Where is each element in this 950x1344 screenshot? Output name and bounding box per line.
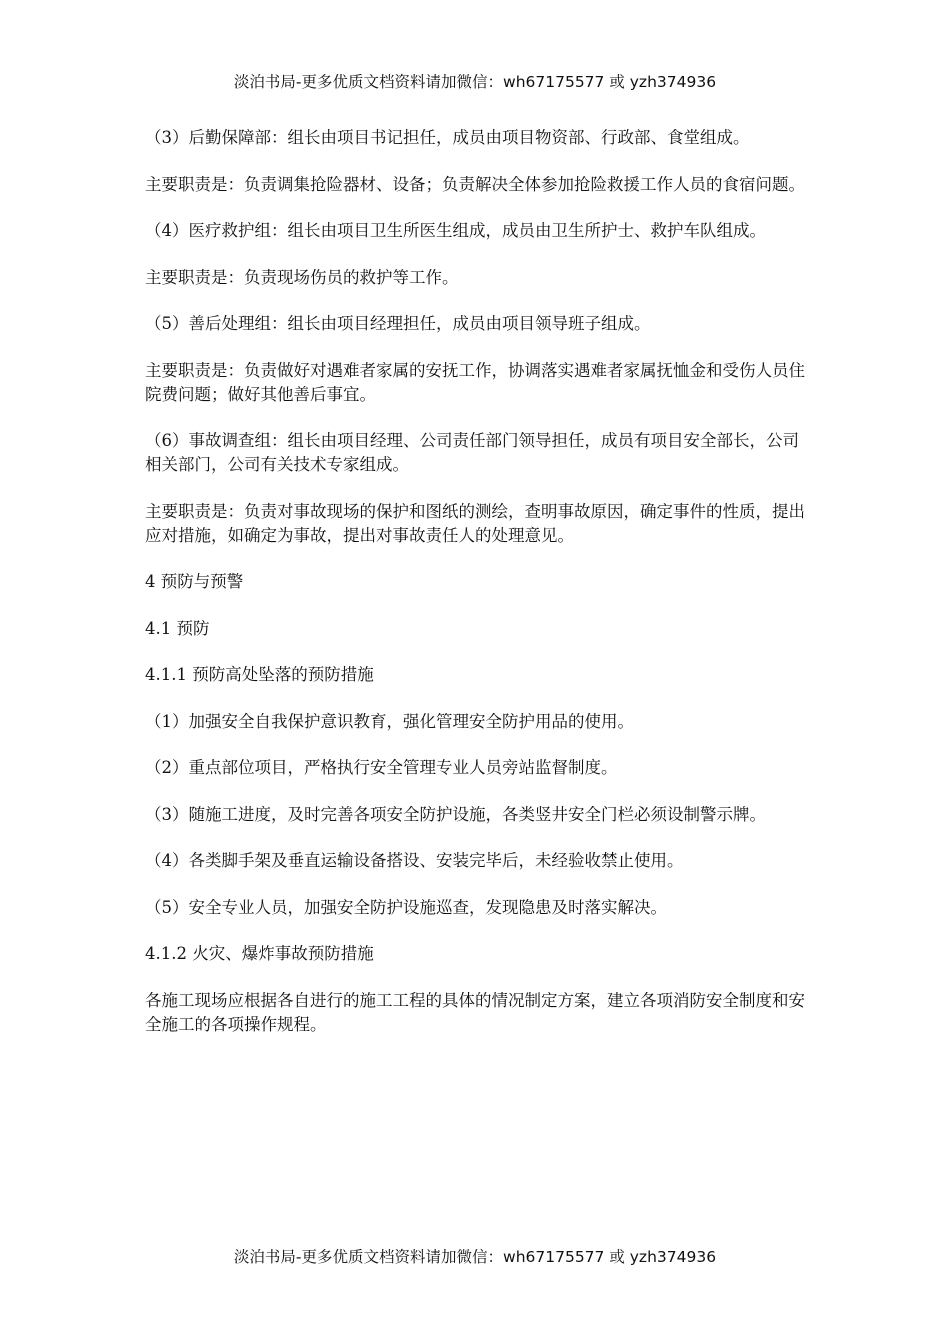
list-item-fall-2: （2）重点部位项目，严格执行安全管理专业人员旁站监督制度。 bbox=[145, 758, 618, 777]
paragraph-aftermath-duties: 主要职责是：负责做好对遇难者家属的安抚工作，协调落实遇难者家属抚恤金和受伤人员住院费问题；做好其他善后事宜。 bbox=[145, 360, 805, 404]
list-item-fall-3: （3）随施工进度，及时完善各项安全防护设施，各类竖井安全门栏必须设制警示牌。 bbox=[145, 804, 766, 824]
paragraph-medical-rescue: （4）医疗救护组：组长由项目卫生所医生组成，成员由卫生所护士、救护车队组成。 bbox=[145, 221, 766, 240]
paragraph-medical-duties: 主要职责是：负责现场伤员的救护等工作。 bbox=[145, 267, 459, 287]
paragraph-investigation-duties: 主要职责是：负责对事故现场的保护和图纸的测绘，查明事故原因，确定事件的性质，提出应对措施，如确定为事故，提出对事故责任人的处理意见。 bbox=[145, 501, 805, 545]
section-heading-4-1-2: 4.1.2 火灾、爆炸事故预防措施 bbox=[145, 944, 374, 963]
paragraph-fire-prevention: 各施工现场应根据各自进行的施工工程的具体的情况制定方案，建立各项消防安全制度和安全施工的各项操作规程。 bbox=[145, 990, 805, 1034]
section-heading-4: 4 预防与预警 bbox=[145, 572, 244, 591]
paragraph-logistics-duties: 主要职责是：负责调集抢险器材、设备；负责解决全体参加抢险救援工作人员的食宿问题。 bbox=[145, 174, 805, 194]
list-item-fall-4: （4）各类脚手架及垂直运输设备搭设、安装完毕后，未经验收禁止使用。 bbox=[145, 851, 684, 870]
page-footer-watermark: 淡泊书局-更多优质文档资料请加微信：wh67175577 或 yzh374936 bbox=[233, 1248, 717, 1266]
section-heading-4-1: 4.1 预防 bbox=[145, 618, 210, 638]
list-item-fall-5: （5）安全专业人员，加强安全防护设施巡查，发现隐患及时落实解决。 bbox=[145, 897, 667, 917]
paragraph-aftermath-group: （5）善后处理组：组长由项目经理担任，成员由项目领导班子组成。 bbox=[145, 314, 651, 333]
paragraph-investigation-group: （6）事故调查组：组长由项目经理、公司责任部门领导担任，成员有项目安全部长，公司相关部门，公司有关技术专家组成。 bbox=[145, 431, 799, 474]
page-header-watermark: 淡泊书局-更多优质文档资料请加微信：wh67175577 或 yzh374936 bbox=[233, 73, 717, 91]
list-item-fall-1: （1）加强安全自我保护意识教育，强化管理安全防护用品的使用。 bbox=[145, 711, 634, 731]
document-body bbox=[145, 126, 810, 1059]
paragraph-logistics-support: （3）后勤保障部：组长由项目书记担任，成员由项目物资部、行政部、食堂组成。 bbox=[145, 128, 750, 147]
section-heading-4-1-1: 4.1.1 预防高处坠落的预防措施 bbox=[145, 665, 374, 684]
